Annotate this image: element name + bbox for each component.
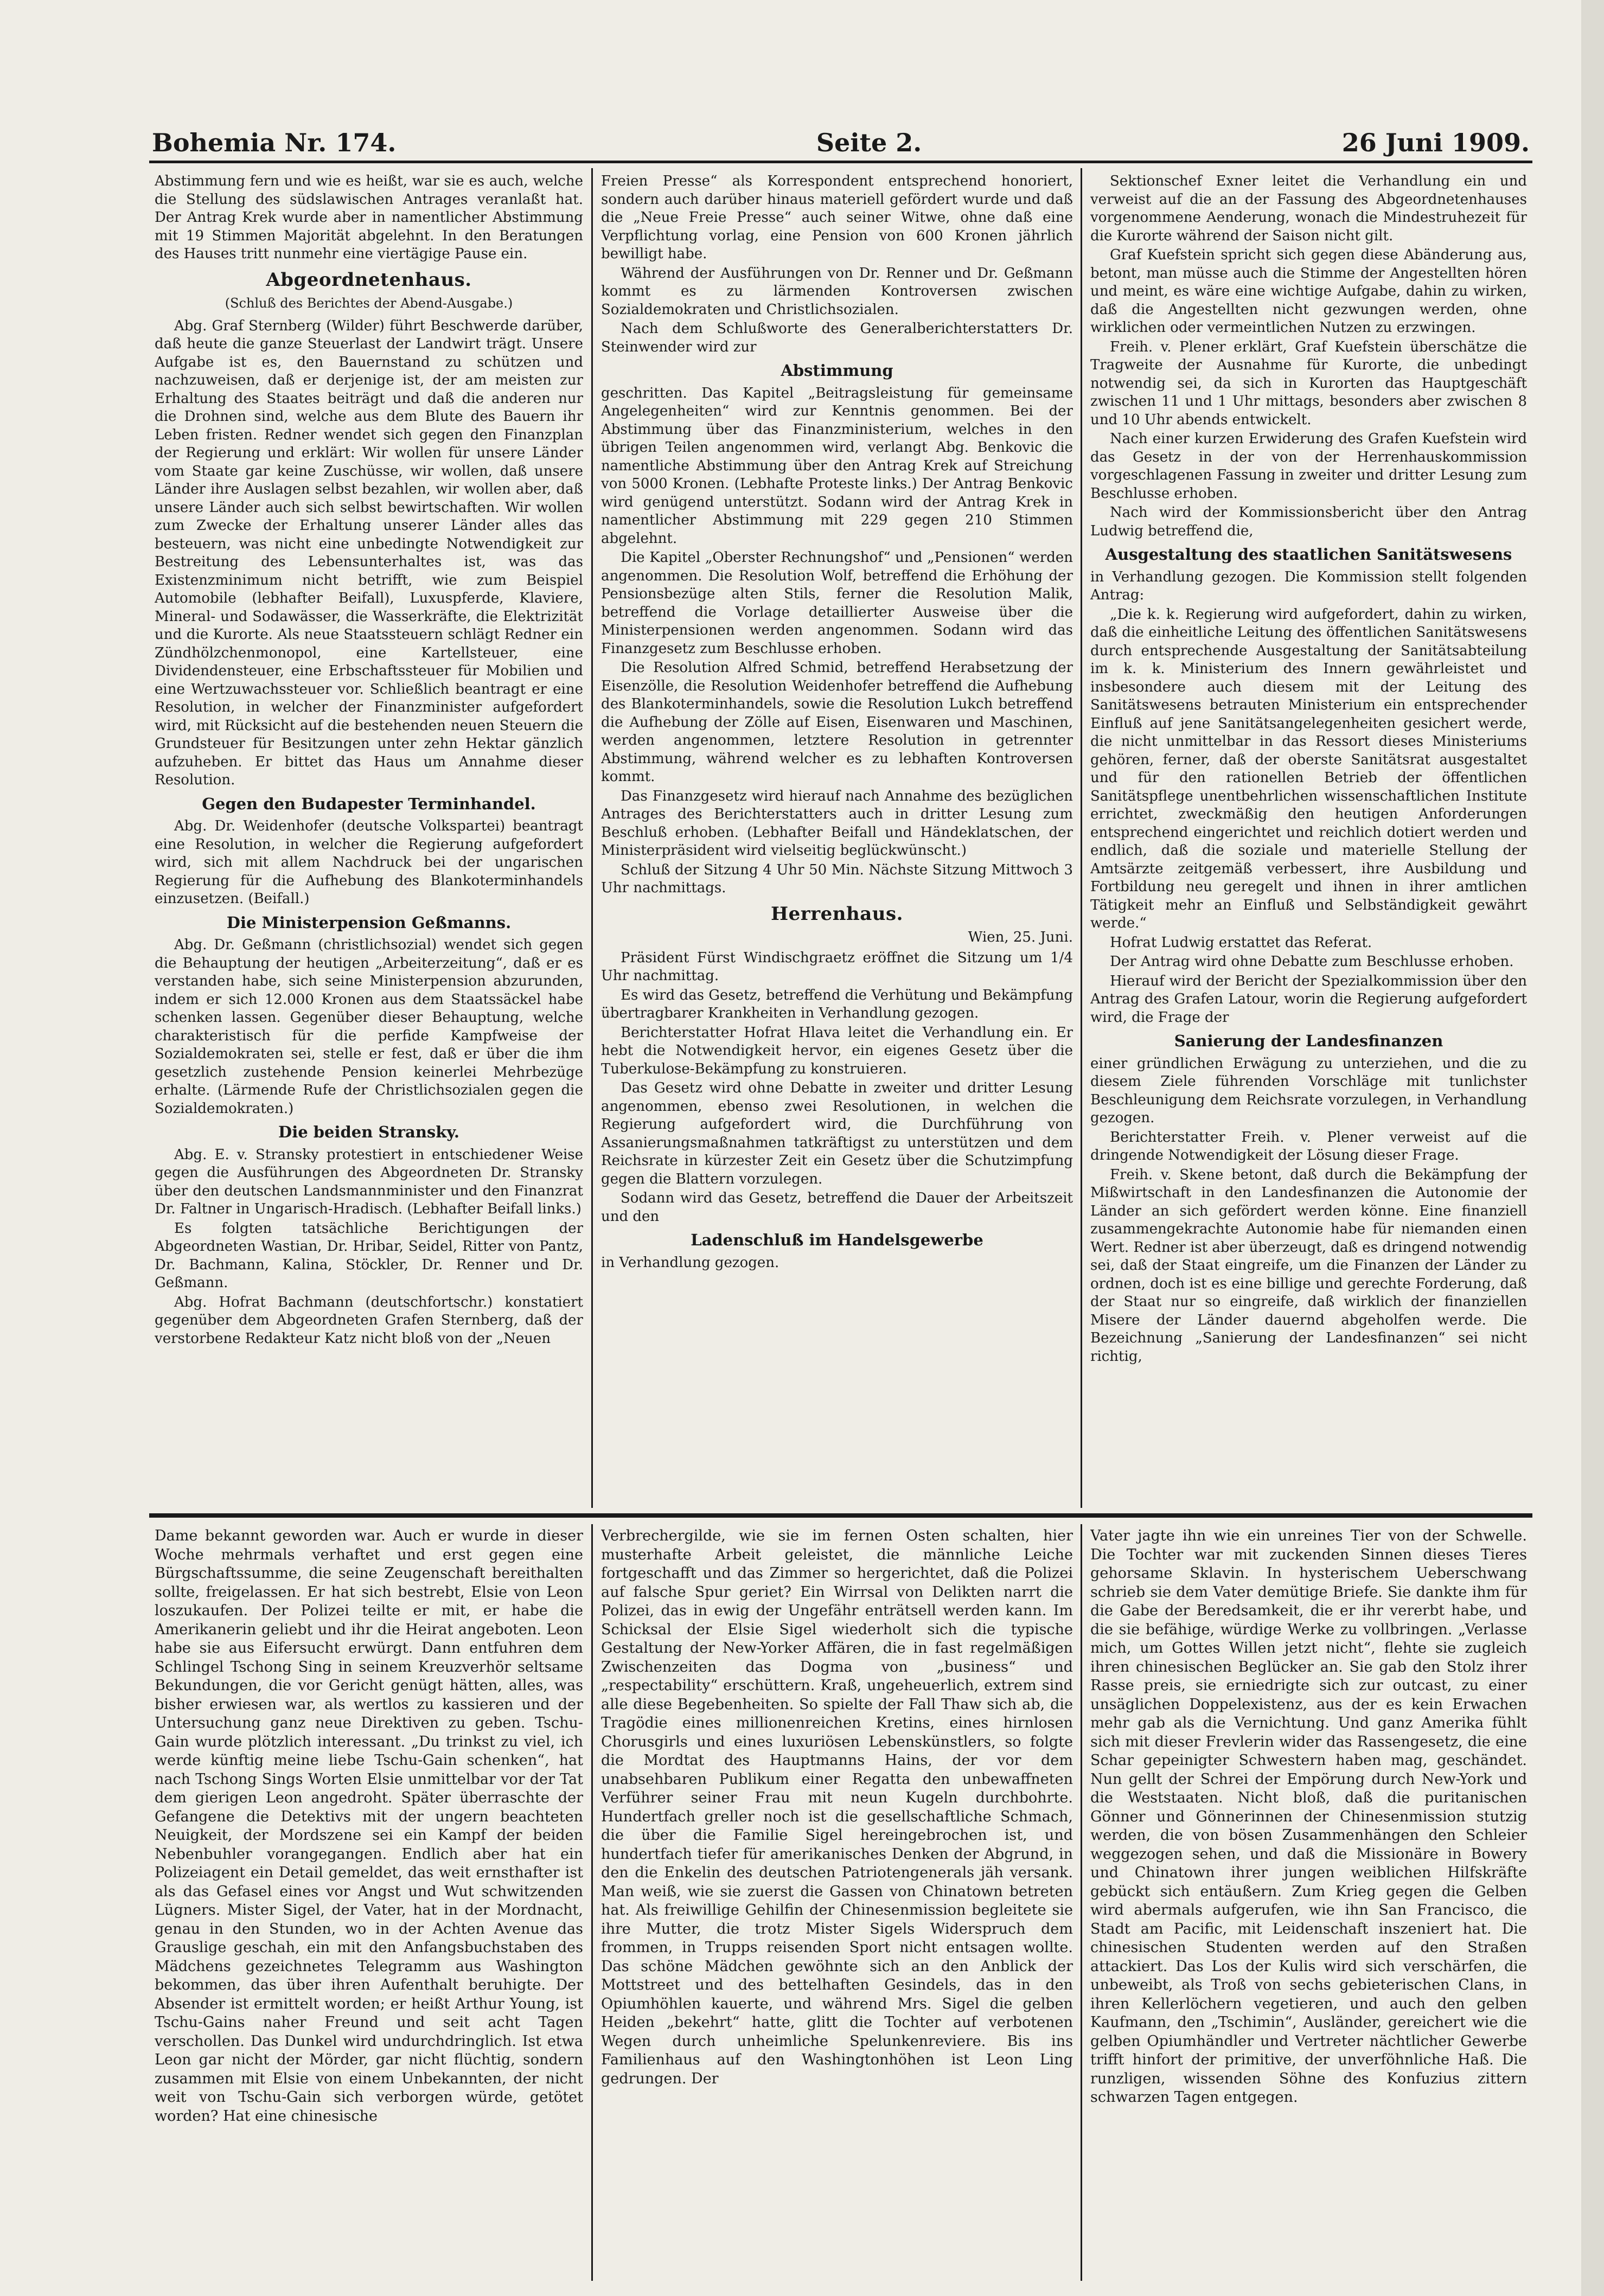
- section-heading: Ausgestaltung des staatlichen Sanitätswesens: [1105, 545, 1512, 564]
- section-heading: Die Ministerpension Geßmanns.: [226, 913, 512, 932]
- paragraph: Es wird das Gesetz, betreffend die Verhütung und Bekämpfung übertragbarer Krankheiten in Verhandlung gezogen.: [601, 987, 1073, 1021]
- paragraph: in Verhandlung gezogen. Die Kommission stellt folgenden Antrag:: [1090, 568, 1527, 603]
- section-heading: Herrenhaus.: [771, 903, 903, 925]
- paragraph: Nach einer kurzen Erwiderung des Grafen Kuefstein wird das Gesetz in der von der Herrenhauskommission vorgeschlagenen Fassung in zweiter und dritter Lesung zum Beschlusse erhoben.: [1090, 431, 1527, 502]
- paragraph: Nach dem Schlußworte des Generalberichterstatters Dr. Steinwender wird zur: [601, 321, 1073, 355]
- quoted-resolution: „Die k. k. Regierung wird aufgefordert, dahin zu wirken, daß die einheitliche Leitung des öffentlichen Sanitätswesens durch entsprechende Ausgestaltung der Sanitätsabteilung im k. k. Ministerium des Innern gewährleistet und insbesondere auch diesem mit der Leitung des Sanitätswesens betrauten Ministerium ein entsprechender Einfluß auf jene Sanitätsangelegenheiten gesichert werde, die nicht unmittelbar in das Ressort dieses Ministeriums gehören, ferner, daß der oberste Sanitätsrat ausgestaltet und für den rationellen Betrieb der öffentlichen Sanitätspflege unentbehrlichen wissenschaftlichen Institute errichtet, zweckmäßig den heutigen Anforderungen entsprechend eingerichtet und reichlich dotiert werden und endlich, daß die soziale und materielle Stellung der Amtsärzte zeitgemäß verbessert, ihre Ausbildung und Fortbildung neu geregelt und ihnen in ihrer amtlichen Tätigkeit mehr an Einfluß und Selbständigkeit gewährt werde.“: [1090, 606, 1527, 931]
- paragraph: einer gründlichen Erwägung zu unterziehen, und die zu diesem Ziele führenden Vorschläge mit tunlichster Beschleunigung dem Reichsrate vorzulegen, in Verhandlung gezogen.: [1090, 1055, 1527, 1126]
- paragraph: Verbrechergilde, wie sie im fernen Osten schalten, hier musterhafte Arbeit geleistet, die männliche Leiche fortgeschafft und das Zimmer so hergerichtet, daß die Polizei auf falsche Spur geriet? Ein Wirrsal von Delikten narrt die Polizei, das in ewig der Ungefähr enträtsell werden kann. Im Schicksal der Elsie Sigel wiederholt sich die typische Gestaltung der New-Yorker Affären, die in fast regelmäßigen Zwischenzeiten das Dogma von „business“ und „respectability“ erschüttern. Kraß, ungeheuerlich, extrem sind alle diese Begebenheiten. So spielte der Fall Thaw sich ab, die Tragödie eines millionenreichen Kretins, eines hirnlosen Chorusgirls und eines luxuriösen Lebenskünstlers, so folgte die Mordtat des Hauptmanns Hains, der vor dem unabsehbaren Publikum einer Regatta den unbewaffneten Verführer seiner Frau mit neun Kugeln durchbohrte. Hundertfach greller noch ist die gesellschaftliche Schmach, die über die Familie Sigel hereingebrochen ist, und hundertfach tiefer für amerikanisches Denken der Abgrund, in den die Enkelin des deutschen Patriotengenerals jäh versank. Man weiß, wie sie zuerst die Gassen von Chinatown betreten hat. Als freiwillige Gehilfin der Chinesenmission begleitete sie ihre Mutter, die trotz Mister Sigels Widerspruch dem frommen, in Trupps reisenden Sport nicht entsagen wollte. Das schöne Mädchen gewöhnte sich an den Anblick der Mottstreet und des bettelhaften Gesindels, das in den Opiumhöhlen kauerte, und während Mrs. Sigel die gelben Heiden „bekehrt“ hatte, glitt die Tochter auf verbotenen Wegen durch unheimliche Spelunkenreviere. Bis ins Familienhaus auf den Washingtonhöhen ist Leon Ling gedrungen. Der: [601, 1527, 1073, 2087]
- paragraph: Es folgten tatsächliche Berichtigungen der Abgeordneten Wastian, Dr. Hribar, Seidel, Ritter von Pantz, Dr. Bachmann, Kalina, Stöckler, Dr. Renner und Dr. Geßmann.: [155, 1220, 583, 1291]
- section-heading: Abgeordnetenhaus.: [266, 268, 472, 291]
- column-2: [601, 172, 1073, 1507]
- feuilleton-column-1: [155, 1527, 583, 2278]
- section-heading: Ladenschluß im Handelsgewerbe: [691, 1231, 983, 1249]
- paragraph: Berichterstatter Hofrat Hlava leitet die Verhandlung ein. Er hebt die Notwendigkeit hervor, ein eigenes Gesetz über die Tuberkulose-Bekämpfung zu konstruieren.: [601, 1024, 1073, 1077]
- paragraph: geschritten. Das Kapitel „Beitragsleistung für gemeinsame Angelegenheiten“ wird zur Kenntnis genommen. Bei der Abstimmung über das Finanzministerium, welches in den übrigen Teilen angenommen wird, verlangt Abg. Benkovic die namentliche Abstimmung über den Antrag Krek auf Streichung von 5000 Kronen. (Lebhafte Proteste links.) Der Antrag Benkovic wird genügend unterstützt. Sodann wird der Antrag Krek in namentlicher Abstimmung mit 229 gegen 210 Stimmen abgelehnt.: [601, 385, 1073, 547]
- paragraph: Die Kapitel „Oberster Rechnungshof“ und „Pensionen“ werden angenommen. Die Resolution Wolf, betreffend die Erhöhung der Pensionsbezüge alten Stils, ferner die Resolution Malik, betreffend die Vorlage detaillierter Ausweise über die Ministerpensionen werden angenommen. Sodann wird das Finanzgesetz zum Beschlusse erhoben.: [601, 549, 1073, 657]
- column-divider: [591, 168, 593, 1508]
- paragraph: Freih. v. Skene betont, daß durch die Bekämpfung der Mißwirtschaft in den Landesfinanzen die Autonomie der Länder an sich gefördert werden könne. Eine finanziell zusammengekrachte Autonomie habe für niemanden einen Wert. Redner ist aber überzeugt, daß es dringend notwendig sei, daß der Staat eingreife, um die Finanzen der Länder zu ordnen, doch ist es eine billige und gerechte Forderung, daß der Staat nur so eingreife, daß wirklich der finanziellen Misere der Länder dauernd abgeholfen werde. Die Bezeichnung „Sanierung der Landesfinanzen“ sei nicht richtig,: [1090, 1166, 1527, 1365]
- paragraph: Abg. Dr. Geßmann (christlichsozial) wendet sich gegen die Behauptung der heutigen „Arbeiterzeitung“, daß er es verstanden habe, sich seine Ministerpension abzurunden, indem er sich 12.000 Kronen aus dem Staatssäckel habe schenken lassen. Gegenüber dieser Behauptung, welche charakteristisch für die perfide Kampfweise der Sozialdemokraten sei, stelle er fest, daß er über die ihm gesetzlich zustehende Pension keinerlei Mehrbezüge erhalte. (Lärmende Rufe der Christlichsozialen gegen die Sozialdemokraten.): [155, 937, 583, 1117]
- paragraph: Abg. Graf Sternberg (Wilder) führt Beschwerde darüber, daß heute die ganze Steuerlast der Landwirt trägt. Unsere Aufgabe ist es, den Bauernstand zu schützen und nachzuweisen, daß er derjenige ist, der am meisten zur Erhaltung des Staates beiträgt und daß die anderen nur die Drohnen sind, welche aus dem Blute des Bauern ihr Leben fristen. Redner wendet sich gegen den Finanzplan der Regierung und erklärt: Wir wollen für unsere Länder vom Staate gar keine Zuschüsse, wir wollen, daß unsere Länder ihre Auslagen selbst bezahlen, wir wollen aber, daß unsere Länder auch sich selbst bewirtschaften. Wir wollen zum Zwecke der Erhaltung unserer Länder alles das besteuern, was nicht eine unbedingte Notwendigkeit zur Bestreitung des Lebensunterhaltes ist, was das Existenzminimum nicht betrifft, wie zum Beispiel Automobile (lebhafter Beifall), Luxuspferde, Klaviere, Mineral- und Sodawässer, die Wasserkräfte, die Elektrizität und die Kurorte. Als neue Staatssteuern schlägt Redner ein Zündhölzchenmonopol, eine Kartellsteuer, eine Dividendensteuer, eine Erbschaftssteuer für Mobilien und eine Wertzuwachssteuer vor. Schließlich beantragt er eine Resolution, in welcher der Finanzminister aufgefordert wird, mit Rücksicht auf die bestehenden neuen Steuern die Grundsteuer für Besitzungen unter zehn Hektar gänzlich aufzuheben. Er bittet das Haus um Annahme dieser Resolution.: [155, 317, 583, 788]
- section-heading: Sanierung der Landesfinanzen: [1174, 1032, 1443, 1050]
- paragraph: Dame bekannt geworden war. Auch er wurde in dieser Woche mehrmals verhaftet und erst gegen eine Bürgschaftssumme, die seine Zeugenschaft bereithalten sollte, freigelassen. Er hat sich bestrebt, Elsie von Leon loszukaufen. Der Polizei teilte er mit, er habe die Amerikanerin geliebt und ihr die Heirat angeboten. Leon habe sie aus Eifersucht erwürgt. Dann entfuhren dem Schlingel Tschong Sing in seinem Kreuzverhör seltsame Bekundungen, die vor Gericht genügt hätten, alles, was bisher erwiesen war, als wertlos zu kassieren und der Untersuchung ganz neue Direktiven zu geben. Tschu-Gain wurde plötzlich interessant. „Du trinkst zu viel, ich werde künftig meine liebe Tschu-Gain schenken“, hat nach Tschong Sings Worten Elsie unmittelbar vor der Tat dem gierigen Leon angedroht. Später überraschte der Gefangene die Detektivs mit der ungern beachteten Neuigkeit, der Mordszene sei ein Kampf der beiden Nebenbuhler vorangegangen. Endlich aber hat ein Polizeiagent ein Detail gemeldet, das weit ernsthafter ist als das Gefasel eines vor Angst und Wut schwitzenden Lügners. Mister Sigel, der Vater, hat in der Mordnacht, genau in den Stunden, wo in der Achten Avenue das Grauslige geschah, ein mit den Anfangsbuchstaben des Mädchens gezeichnetes Telegramm aus Washington bekommen, das über ihren Aufenthalt beruhigte. Der Absender ist ermittelt worden; er heißt Arthur Young, ist Tschu-Gains naher Freund und seit acht Tagen verschollen. Das Dunkel wird undurchdringlich. Ist etwa Leon gar nicht der Mörder, gar nicht flüchtig, sondern zusammen mit Elsie von einem Unbekannten, der nicht weit von Tschu-Gain sich verborgen würde, getötet worden? Hat eine chinesische: [155, 1527, 583, 2125]
- page-header: [152, 114, 1530, 157]
- paragraph: Schluß der Sitzung 4 Uhr 50 Min. Nächste Sitzung Mittwoch 3 Uhr nachmittags.: [601, 861, 1073, 896]
- paragraph: Die Resolution Alfred Schmid, betreffend Herabsetzung der Eisenzölle, die Resolution Weidenhofer betreffend die Aufhebung des Blankoterminhandels, sowie die Resolution Lukch betreffend die Aufhebung der Zölle auf Eisen, Eisenwaren und Maschinen, werden angenommen, letztere Resolution in getrennter Abstimmung, während welcher es zu lebhaften Kontroversen kommt.: [601, 660, 1073, 785]
- column-3: [1090, 172, 1527, 1507]
- column-divider: [591, 1524, 593, 2281]
- feuilleton-column-3: [1090, 1527, 1527, 2278]
- paragraph: Abstimmung fern und wie es heißt, war sie es auch, welche die Stellung des südslawischen Antrages veranlaßt hat. Der Antrag Krek wurde aber in namentlicher Abstimmung mit 19 Stimmen Majorität abgelehnt. In den Beratungen des Hauses tritt nunmehr eine viertägige Pause ein.: [155, 173, 583, 262]
- header-page-number: Seite 2.: [816, 128, 922, 157]
- header-date: 26 Juni 1909.: [1341, 128, 1530, 157]
- section-heading: Gegen den Budapester Terminhandel.: [202, 794, 536, 813]
- paragraph: Vater jagte ihn wie ein unreines Tier von der Schwelle. Die Tochter war mit zuckenden Sinnen dieses Tieres gehorsame Sklavin. In hysterischem Ueberschwang schrieb sie dem Vater demütige Briefe. Sie dankte ihm für die Gabe der Beredsamkeit, die er ihr vererbt habe, und die sie befähige, würdige Werke zu vollbringen. „Verlasse mich, um Gottes Willen jetzt nicht“, flehte sie zugleich ihren chinesischen Beglücker an. Sie gab den Stolz ihrer Rasse preis, sie erniedrigte sich zur outcast, zu einer unsäglichen Doppelexistenz, aus der es kein Erwachen mehr gab als die Vernichtung. Und ganz Amerika fühlt sich mit dieser Frevlerin wider das Rassengesetz, die eine Schar gepeinigter Schwestern haben mag, geschändet. Nun gellt der Schrei der Empörung durch New-York und die Weststaaten. Nicht bloß, daß die puritanischen Gönner und Gönnerinnen der Chinesenmission stutzig werden, die von bösen Zusammenhängen den Schleier weggezogen sehen, und daß die Missionäre in Bowery und Chinatown ihrer jungen weiblichen Hilfskräfte gebückt sich entäußern. Zum Krieg gegen die Gelben wird abermals aufgerufen, wie ihn San Francisco, die Stadt am Pacific, mit Leidenschaft inszeniert hat. Die chinesischen Studenten werden auf den Straßen attackiert. Das Los der Kulis wird sich verschärfen, die unbeweibt, als Troß von sechs gebieterischen Clans, in ihren Kellerlöchern vegetieren, und auch den gelben Kaufmann, den „Tschimin“, Ausländer, gereichert wie die gelben Opiumhändler und Vertreter nächtlicher Gewerbe trifft hinfort der primitive, der unverföhnliche Haß. Die runzligen, wissenden Söhne des Konfuzius zittern schwarzen Tagen entgegen.: [1090, 1527, 1527, 2106]
- paragraph: Hofrat Ludwig erstattet das Referat.: [1110, 934, 1372, 951]
- paragraph: Hierauf wird der Bericht der Spezialkommission über den Antrag des Grafen Latour, worin die Regierung aufgefordert wird, die Frage der: [1090, 973, 1527, 1026]
- feuilleton-column-2: [601, 1527, 1073, 2278]
- paragraph: Abg. Dr. Weidenhofer (deutsche Volkspartei) beantragt eine Resolution, in welcher die Regierung aufgefordert wird, sich mit allem Nachdruck bei der ungarischen Regierung für die Aufhebung des Blankoterminhandels einzusetzen. (Beifall.): [155, 818, 583, 907]
- paragraph: Freien Presse“ als Korrespondent entsprechend honoriert, sondern auch darüber hinaus materiell gefördert wurde und daß die „Neue Freie Presse“ auch seiner Witwe, ohne daß eine Verpflichtung vorlag, eine Pension von 600 Kronen jährlich bewilligt habe.: [601, 173, 1073, 262]
- header-publication: Bohemia Nr. 174.: [152, 128, 397, 157]
- paragraph: Sektionschef Exner leitet die Verhandlung ein und verweist auf die an der Fassung des Abgeordnetenhauses vorgenommene Aenderung, wonach die Mindestruhezeit für die Kurorte während der Saison nicht gilt.: [1090, 173, 1527, 244]
- column-divider: [1081, 1524, 1082, 2281]
- section-heading: Die beiden Stransky.: [278, 1123, 459, 1141]
- paragraph: Das Finanzgesetz wird hierauf nach Annahme des bezüglichen Antrages des Berichterstatters auch in dritter Lesung zum Beschluß erhoben. (Lebhafter Beifall und Händeklatschen, der Ministerpräsident wird vielseitig beglückwünscht.): [601, 788, 1073, 859]
- feuilleton-rule: [149, 1513, 1532, 1518]
- paragraph: Freih. v. Plener erklärt, Graf Kuefstein überschätze die Tragweite der Ausnahme für Kurorte, die unbedingt notwendig sei, da sich in Kurorten das Hauptgeschäft zwischen 11 und 1 Uhr mittags, besonders aber zwischen 8 und 10 Uhr abends entwickelt.: [1090, 338, 1527, 428]
- paragraph: in Verhandlung gezogen.: [601, 1254, 779, 1271]
- header-rule: [149, 161, 1532, 163]
- paragraph: Abg. Hofrat Bachmann (deutschfortschr.) konstatiert gegenüber dem Abgeordneten Grafen Sternberg, daß der verstorbene Redakteur Katz nicht bloß von der „Neuen: [155, 1294, 583, 1347]
- paragraph: Graf Kuefstein spricht sich gegen diese Abänderung aus, betont, man müsse auch die Stimme der Angestellten hören und meint, es wäre eine wichtige Aufgabe, dahin zu wirken, daß die Angestellten nicht gezwungen werden, ohne wirklichen oder vermeintlichen Nutzen zu erzwingen.: [1090, 247, 1527, 336]
- dateline: Wien, 25. Juni.: [968, 929, 1073, 945]
- section-heading: Abstimmung: [781, 361, 893, 380]
- paragraph: Abg. E. v. Stransky protestiert in entschiedener Weise gegen die Ausführungen des Abgeordneten Dr. Stransky über den deutschen Landsmannminister und den Finanzrat Dr. Faltner in Ungarisch-Hradisch. (Lebhafter Beifall links.): [155, 1146, 583, 1217]
- column-divider: [1081, 168, 1082, 1508]
- paragraph: Während der Ausführungen von Dr. Renner und Dr. Geßmann kommt es zu lärmenden Kontroversen zwischen Sozialdemokraten und Christlichsozialen.: [601, 265, 1073, 318]
- paragraph: Berichterstatter Freih. v. Plener verweist auf die dringende Notwendigkeit der Lösung dieser Frage.: [1090, 1129, 1527, 1163]
- paragraph: Das Gesetz wird ohne Debatte in zweiter und dritter Lesung angenommen, ebenso zwei Resolutionen, in welchen die Regierung aufgefordert wird, die Durchführung von Assanierungsmaßnahmen tatkräftigst zu unterstützen und dem Reichsrate in kürzester Zeit ein Gesetz über die Schutzimpfung gegen die Blattern vorzulegen.: [601, 1080, 1073, 1187]
- section-subtitle: (Schluß des Berichtes der Abend-Ausgabe.): [225, 296, 513, 311]
- scan-margin: [1581, 0, 1604, 2296]
- column-1: [155, 172, 583, 1507]
- paragraph: Präsident Fürst Windischgraetz eröffnet die Sitzung um 1/4 Uhr nachmittag.: [601, 949, 1073, 984]
- paragraph: Nach wird der Kommissionsbericht über den Antrag Ludwig betreffend die,: [1090, 504, 1527, 539]
- paragraph: Sodann wird das Gesetz, betreffend die Dauer der Arbeitszeit und den: [601, 1190, 1073, 1225]
- paragraph: Der Antrag wird ohne Debatte zum Beschlusse erhoben.: [1110, 954, 1514, 970]
